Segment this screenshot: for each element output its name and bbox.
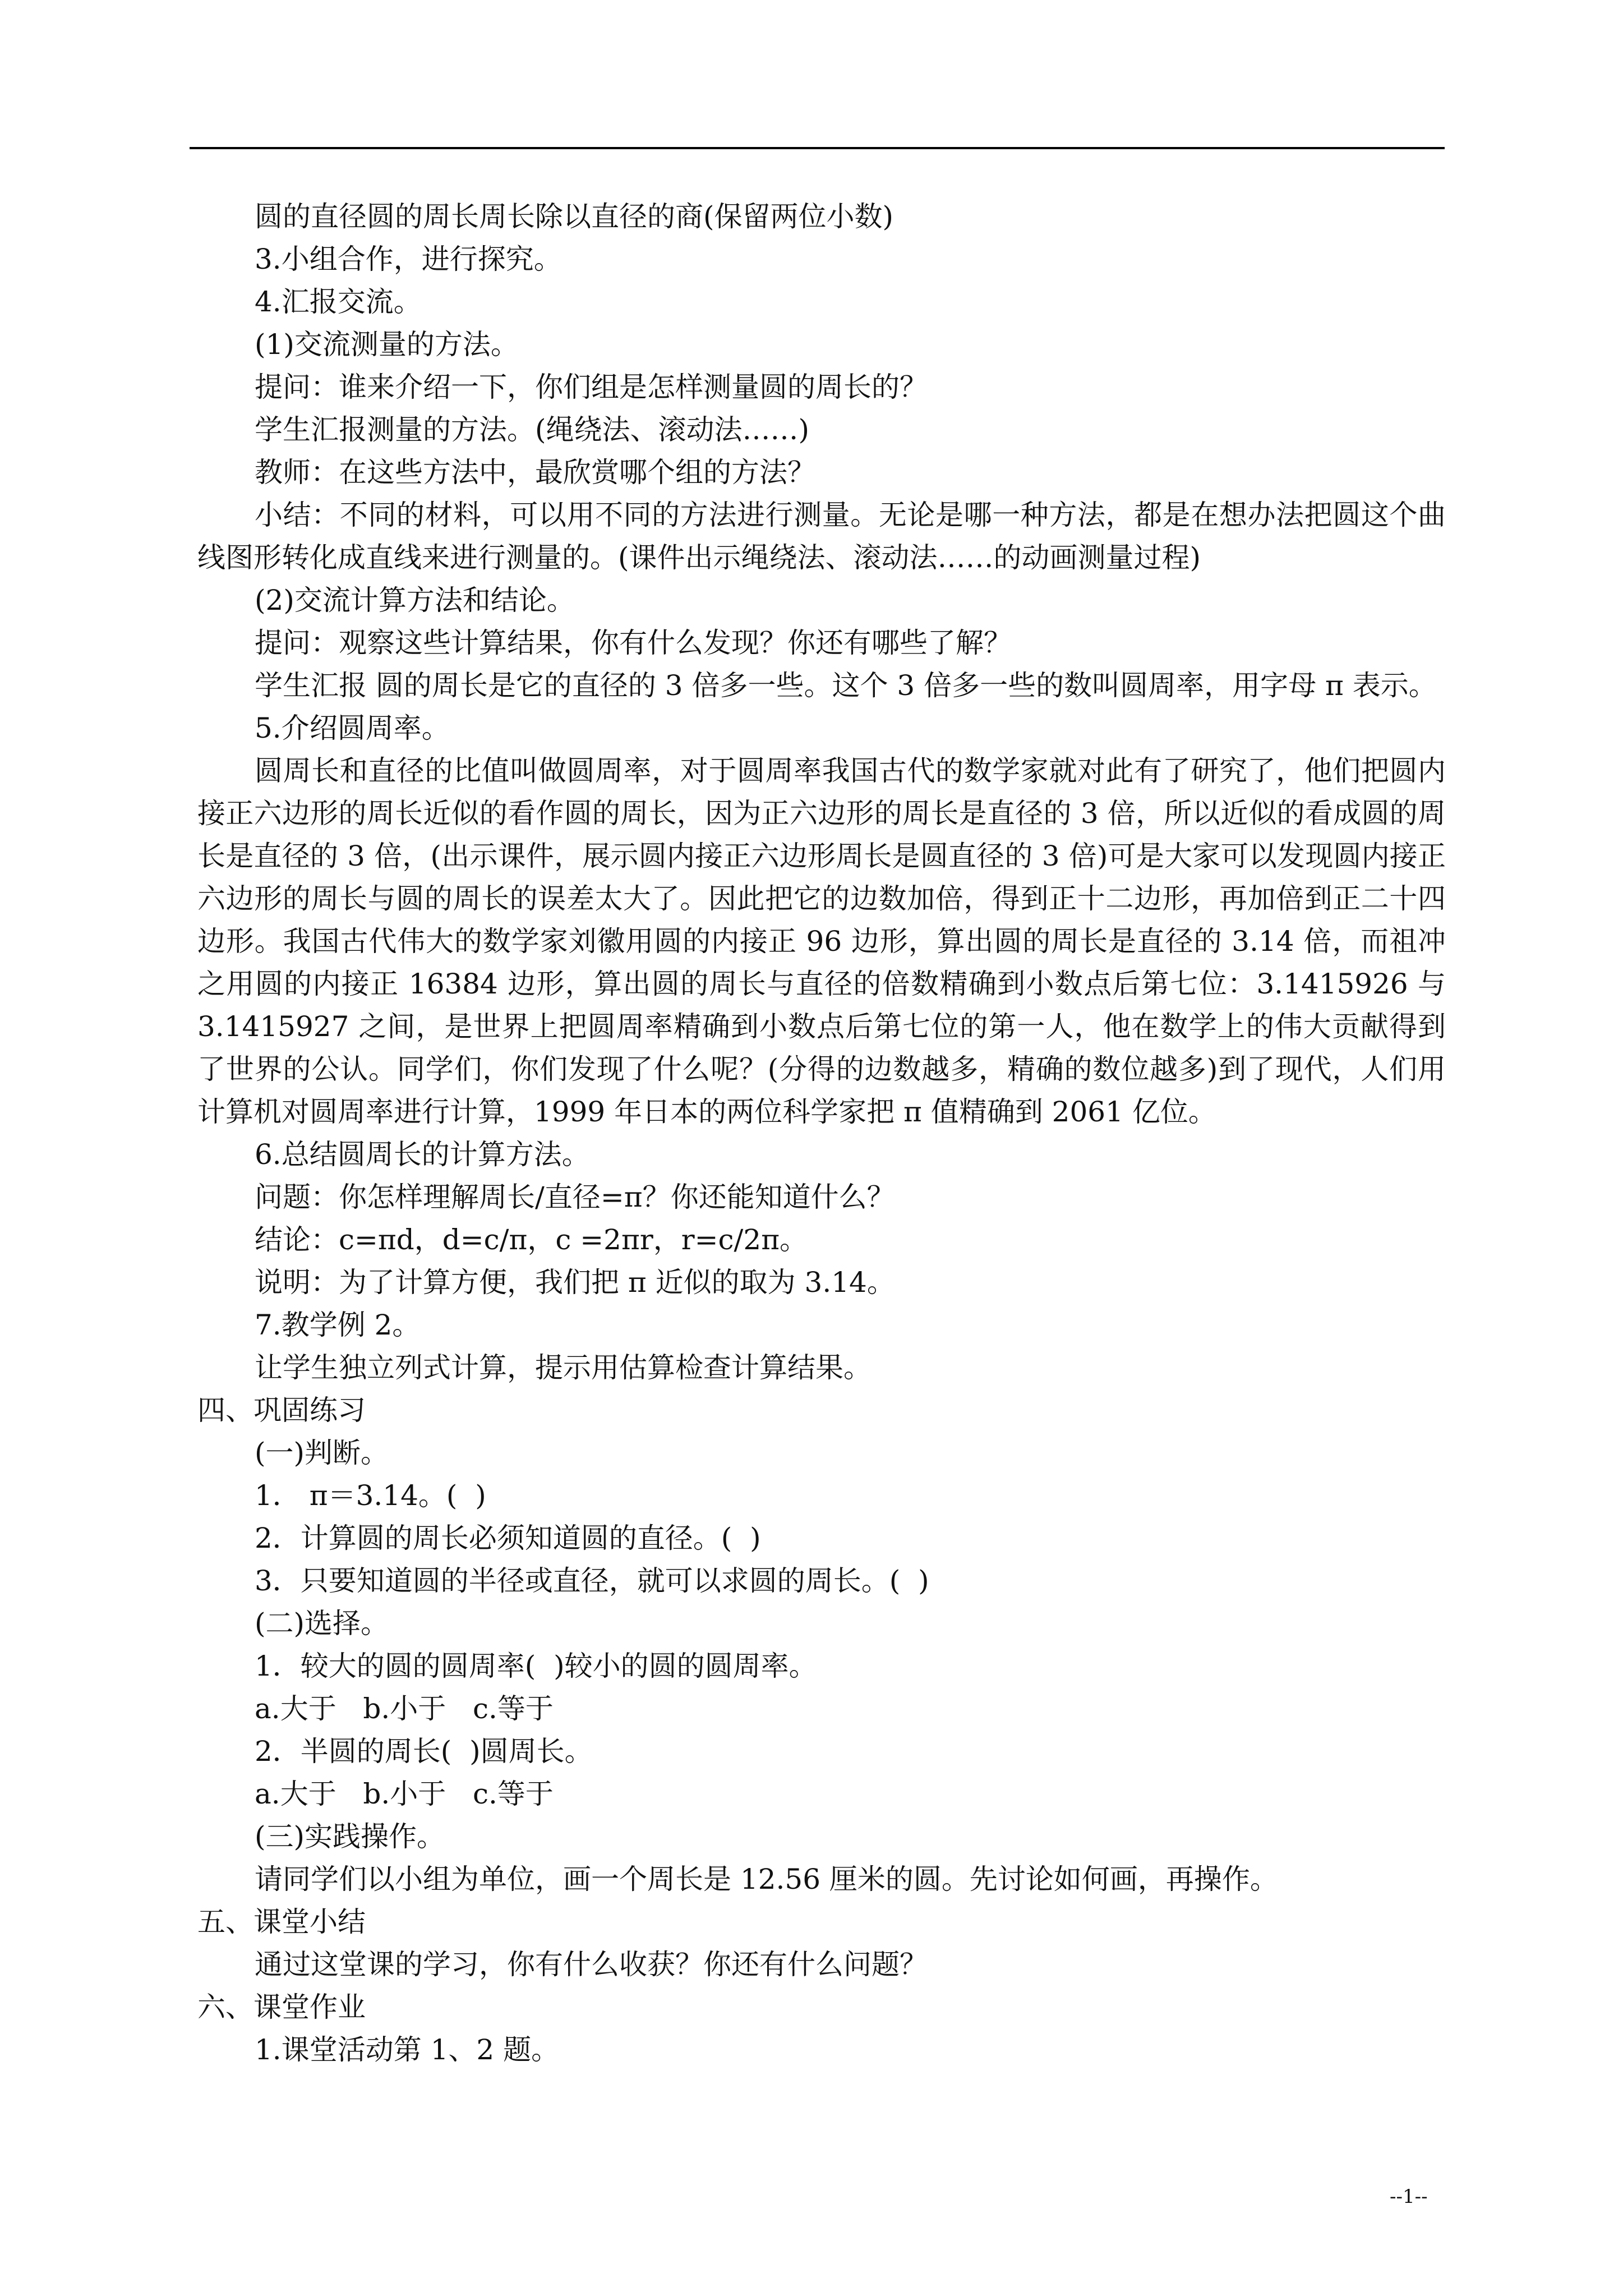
text-line: 提问：观察这些计算结果，你有什么发现？你还有哪些了解？ bbox=[255, 627, 1012, 659]
text-line: (二)选择。 bbox=[255, 1607, 389, 1640]
text-line: 问题：你怎样理解周长/直径=π？你还能知道什么？ bbox=[255, 1181, 895, 1213]
section-heading: 四、巩固练习 bbox=[197, 1394, 366, 1427]
text-line: 教师：在这些方法中，最欣赏哪个组的方法？ bbox=[255, 456, 815, 489]
text-line: 圆的直径圆的周长周长除以直径的商(保留两位小数) bbox=[255, 200, 894, 233]
text-line: a.大于 b.小于 c.等于 bbox=[255, 1692, 554, 1725]
text-line: 请同学们以小组为单位，画一个周长是 12.56 厘米的圆。先讨论如何画，再操作。 bbox=[255, 1863, 1278, 1895]
text-line: 1．较大的圆的圆周率( )较小的圆的圆周率。 bbox=[255, 1650, 817, 1682]
text-line: 2．计算圆的周长必须知道圆的直径。( ) bbox=[255, 1522, 761, 1554]
text-line: 5.介绍圆周率。 bbox=[255, 712, 450, 744]
paragraph: 圆周长和直径的比值叫做圆周率，对于圆周率我国古代的数学家就对此有了研究了，他们把圆内接正六边形的周长近似的看作圆的周长，因为正六边形的周长是直径的 3 倍，所以近似的看成圆的周长是直径的 3 倍，(出示课件，展示圆内接正六边形周长是圆直径的 3 倍)可是大家可以发现圆内接正六边形的周长与圆的周长的误差太大了。因此把它的边数加倍，得到正十二边形，再加倍到正二十四边形。我国古代伟大的数学家刘徽用圆的内接正 96 边形，算出圆的周长是直径的 3.14 倍，而祖冲之用圆的内接正 16384 边形，算出圆的周长与直径的倍数精确到小数点后第七位：3.1415926 与 3.1415927 之间，是世界上把圆周率精确到小数点后第七位的第一人，他在数学上的伟大贡献得到了世界的公认。同学们，你们发现了什么呢？(分得的边数越多，精确的数位越多)到了现代，人们用计算机对圆周率进行计算，1999 年日本的两位科学家把 π 值精确到 2061 亿位。 bbox=[197, 754, 1455, 1128]
text-line: 通过这堂课的学习，你有什么收获？你还有什么问题？ bbox=[255, 1948, 928, 1981]
section-heading: 五、课堂小结 bbox=[197, 1906, 366, 1938]
text-line: 3．只要知道圆的半径或直径，就可以求圆的周长。( ) bbox=[255, 1565, 929, 1597]
text-line: (1)交流测量的方法。 bbox=[255, 328, 519, 361]
text-line: 学生汇报测量的方法。(绳绕法、滚动法……) bbox=[255, 413, 810, 446]
text-line: 6.总结圆周长的计算方法。 bbox=[255, 1138, 590, 1171]
text-line: (2)交流计算方法和结论。 bbox=[255, 584, 575, 616]
text-line: 提问：谁来介绍一下，你们组是怎样测量圆的周长的？ bbox=[255, 371, 928, 403]
header-rule bbox=[190, 147, 1445, 149]
document-body bbox=[197, 195, 1455, 2071]
text-line: 学生汇报 圆的周长是它的直径的 3 倍多一些。这个 3 倍多一些的数叫圆周率，用字母 π 表示。 bbox=[255, 669, 1437, 702]
text-line: 说明：为了计算方便，我们把 π 近似的取为 3.14。 bbox=[255, 1266, 895, 1299]
text-line: 3.小组合作，进行探究。 bbox=[255, 243, 562, 275]
text-line: a.大于 b.小于 c.等于 bbox=[255, 1778, 554, 1810]
text-line: (三)实践操作。 bbox=[255, 1820, 445, 1853]
text-line: (一)判断。 bbox=[255, 1437, 389, 1469]
page-number: --1-- bbox=[1390, 2185, 1428, 2208]
section-heading: 六、课堂作业 bbox=[197, 1991, 366, 2023]
text-line: 4.汇报交流。 bbox=[255, 286, 422, 318]
text-line: 让学生独立列式计算，提示用估算检查计算结果。 bbox=[255, 1351, 872, 1384]
text-line: 1.课堂活动第 1、2 题。 bbox=[255, 2033, 560, 2066]
paragraph: 小结：不同的材料，可以用不同的方法进行测量。无论是哪一种方法，都是在想办法把圆这个曲线图形转化成直线来进行测量的。(课件出示绳绕法、滚动法……的动画测量过程) bbox=[197, 499, 1446, 574]
text-line: 1． π＝3.14。( ) bbox=[255, 1479, 486, 1512]
text-line: 2．半圆的周长( )圆周长。 bbox=[255, 1735, 593, 1768]
text-line: 7.教学例 2。 bbox=[255, 1309, 421, 1341]
text-line: 结论：c=πd，d=c/π，c =2πr，r=c/2π。 bbox=[255, 1223, 808, 1256]
